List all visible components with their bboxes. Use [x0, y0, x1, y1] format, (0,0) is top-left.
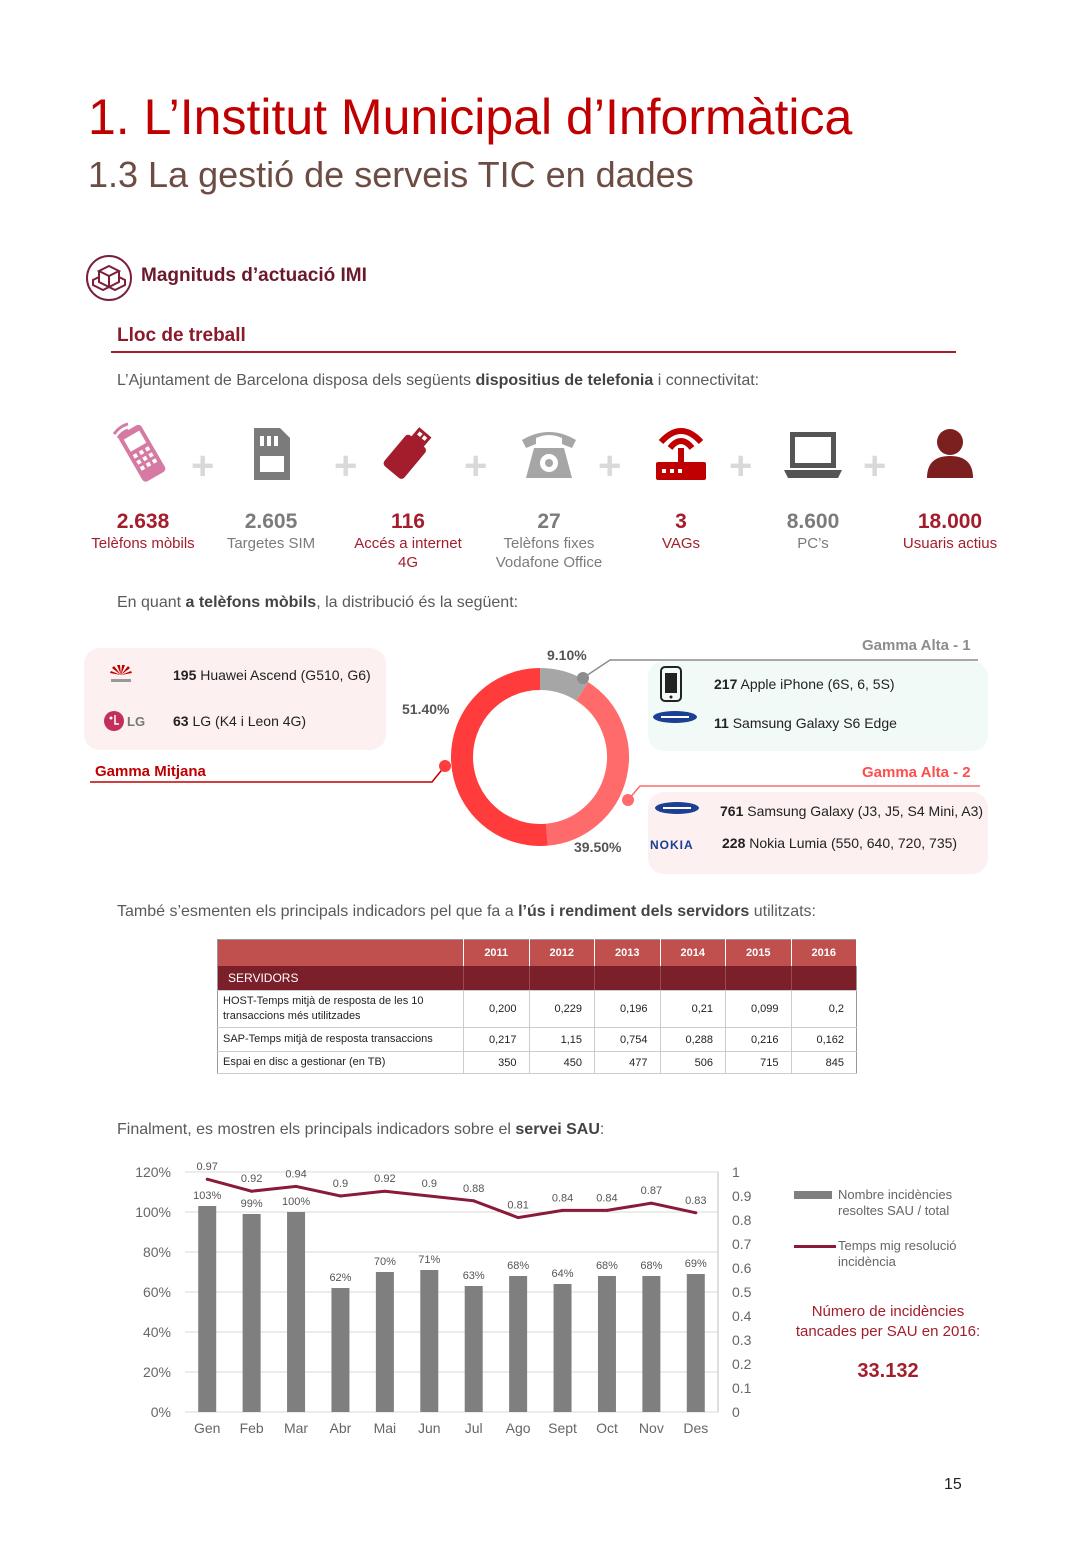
donut-segments — [462, 679, 618, 835]
plus-sign: + — [598, 444, 622, 488]
sau-total-value: 33.132 — [857, 1360, 919, 1382]
page-title: 1. L’Institut Municipal d’Informàtica — [88, 89, 853, 145]
line-label: 0.84 — [596, 1192, 618, 1205]
sau-chart — [110, 1152, 770, 1442]
donut-slice-mitjana — [462, 679, 547, 835]
bar-label: 68% — [595, 1260, 618, 1272]
x-tick: Oct — [596, 1420, 618, 1436]
line-label: 0.92 — [374, 1173, 396, 1186]
donut-slice-alta-2 — [547, 691, 618, 834]
line-label: 0.83 — [685, 1194, 707, 1207]
marker-alta-2 — [622, 794, 634, 806]
legend-line-swatch — [794, 1245, 836, 1248]
y-left-tick: 100% — [135, 1204, 171, 1220]
bar-label: 71% — [418, 1254, 441, 1266]
line-label: 0.97 — [196, 1161, 218, 1174]
bar-label: 68% — [507, 1260, 530, 1272]
nokia-logo: NOKIA — [650, 838, 694, 852]
y-right-tick: 0.1 — [732, 1380, 752, 1396]
year-header: 2013 — [595, 940, 661, 967]
section-title: Magnituds d’actuació IMI — [141, 265, 367, 286]
legend-bar-swatch — [794, 1191, 832, 1199]
pct-alta-2: 39.50% — [574, 839, 622, 855]
gamma-mitjana-label: Gamma Mitjana — [95, 763, 206, 780]
line-point — [694, 1211, 697, 1214]
y-left-tick: 40% — [142, 1324, 171, 1340]
line-point — [250, 1190, 253, 1193]
bar — [331, 1288, 349, 1412]
bar — [598, 1276, 616, 1412]
line-label: 0.88 — [462, 1182, 485, 1195]
lg-item: 63 LG (K4 i Leon 4G) — [173, 713, 307, 729]
x-tick: Abr — [329, 1420, 352, 1436]
y-right-tick: 0.9 — [732, 1188, 752, 1204]
y-left-tick: 20% — [142, 1364, 171, 1380]
page-subtitle: 1.3 La gestió de serveis TIC en dades — [88, 154, 694, 195]
table-row: HOST-Temps mitjà de resposta de les 10 transaccions més utilitzades 0,200 0,229 0,196 0,21 0,099 0,2 — [218, 991, 857, 1028]
line-point — [428, 1195, 431, 1198]
bar-label: 100% — [281, 1196, 311, 1208]
line-point — [472, 1199, 475, 1202]
year-header: 2014 — [660, 940, 726, 967]
marker-mitjana — [439, 760, 451, 772]
bar-label: 69% — [684, 1258, 707, 1270]
line-point — [561, 1209, 564, 1212]
bar — [287, 1212, 305, 1412]
device-pcs: 8.600 PC’s — [748, 420, 878, 553]
y-right-tick: 0.4 — [732, 1308, 752, 1324]
y-right-tick: 0.5 — [732, 1284, 752, 1300]
y-right-tick: 0.7 — [732, 1236, 752, 1252]
row-label: SAP-Temps mitjà de resposta transaccions — [218, 1028, 464, 1052]
line-point — [339, 1195, 342, 1198]
bar — [465, 1286, 483, 1412]
legend-line-label: Temps mig resolució incidència — [838, 1238, 957, 1269]
bar — [376, 1272, 394, 1412]
line-label: 0.92 — [240, 1173, 263, 1186]
y-left-tick: 60% — [142, 1284, 171, 1300]
svg-text:LG: LG — [127, 714, 146, 729]
year-header: 2016 — [791, 940, 857, 967]
x-tick: Ago — [505, 1420, 531, 1436]
plus-sign: + — [863, 444, 887, 488]
line-label: 0.87 — [640, 1185, 663, 1198]
year-header: 2015 — [726, 940, 792, 967]
device-fixed-phones: 27 Telèfons fixes Vodafone Office — [484, 420, 614, 572]
devices-intro: L’Ajuntament de Barcelona disposa dels següents dispositius de telefonia i connectivitat: — [117, 372, 760, 389]
plus-sign: + — [334, 444, 358, 488]
device-mobile-phones: 2.638 Telèfons mòbils — [78, 420, 208, 553]
samsung-s6-item: 11 Samsung Galaxy S6 Edge — [714, 715, 897, 731]
x-tick: Mai — [373, 1420, 397, 1436]
x-tick: Jun — [418, 1420, 441, 1436]
sau-intro: Finalment, es mostren els principals indicadors sobre el servei SAU: — [117, 1121, 605, 1138]
y-right-tick: 1 — [732, 1164, 740, 1180]
line-point — [650, 1202, 653, 1205]
plus-sign: + — [464, 444, 488, 488]
row-label: Espai en disc a gestionar (en TB) — [218, 1052, 464, 1074]
legend-bar-label: Nombre incidències resoltes SAU / total — [838, 1187, 953, 1218]
year-header: 2011 — [464, 940, 530, 967]
x-tick: Sept — [548, 1420, 577, 1436]
bar — [198, 1206, 216, 1412]
line-label: 0.94 — [285, 1168, 307, 1181]
y-left-tick: 0% — [150, 1404, 171, 1420]
table-header-blank — [218, 940, 464, 967]
line-point — [383, 1190, 386, 1193]
plus-sign: + — [191, 444, 215, 488]
bar — [642, 1276, 660, 1412]
gamma-alta-1-label: Gamma Alta - 1 — [862, 637, 971, 654]
table-row: SAP-Temps mitjà de resposta transaccions 0,217 1,15 0,754 0,288 0,216 0,162 — [218, 1028, 857, 1052]
x-tick: Des — [683, 1420, 709, 1436]
y-right-tick: 0.6 — [732, 1260, 752, 1276]
connector-alta-1 — [583, 660, 978, 678]
device-users: 18.000 Usuaris actius — [885, 420, 1015, 553]
plus-sign: + — [729, 444, 753, 488]
x-tick: Feb — [239, 1420, 264, 1436]
bar-label: 68% — [640, 1260, 663, 1272]
device-vags: 3 VAGs — [616, 420, 746, 553]
page-number: 15 — [944, 1476, 962, 1493]
connector-alta-2 — [628, 786, 980, 800]
gamma-alta-2-label: Gamma Alta - 2 — [862, 764, 971, 781]
y-left-tick: 120% — [135, 1164, 171, 1180]
servers-intro: També s’esmenten els principals indicadors pel que fa a l’ús i rendiment dels servidors utilitzats: — [117, 903, 816, 920]
servers-table — [217, 939, 857, 1074]
nokia-item: 228 Nokia Lumia (550, 640, 720, 735) — [722, 835, 958, 851]
line-label: 0.9 — [421, 1178, 437, 1190]
line-point — [517, 1216, 520, 1219]
samsung-galaxy-item: 761 Samsung Galaxy (J3, J5, S4 Mini, A3) — [720, 803, 984, 819]
y-right-tick: 0.2 — [732, 1356, 752, 1372]
bar — [509, 1276, 527, 1412]
x-tick: Mar — [283, 1420, 309, 1436]
line-point — [295, 1185, 298, 1188]
pct-alta-1: 9.10% — [547, 647, 587, 663]
table-row: Espai en disc a gestionar (en TB) 350 450 477 506 715 845 — [218, 1052, 857, 1074]
mobiles-intro: En quant a telèfons mòbils, la distribució és la següent: — [117, 594, 519, 611]
y-right-tick: 0.8 — [732, 1212, 752, 1228]
marker-alta-1 — [577, 672, 589, 684]
line-label: 0.9 — [332, 1178, 349, 1190]
bar-label: 103% — [193, 1190, 222, 1202]
device-internet-4g: 116 Accés a internet 4G — [343, 420, 473, 572]
section-label: SERVIDORS — [218, 966, 464, 991]
y-right-tick: 0.3 — [732, 1332, 752, 1348]
x-tick: Nov — [638, 1420, 664, 1436]
bar-label: 64% — [551, 1268, 574, 1280]
workplace-heading: Lloc de treball — [117, 325, 246, 346]
bar — [243, 1214, 261, 1412]
year-header: 2012 — [529, 940, 595, 967]
sau-total-label: Número de incidències tancades per SAU en 2016: — [795, 1303, 981, 1340]
line-label: 0.84 — [551, 1192, 574, 1205]
connector-mitjana — [90, 766, 445, 782]
bar-label: 70% — [373, 1256, 396, 1268]
line-point — [206, 1178, 209, 1181]
iphone-item: 217 Apple iPhone (6S, 6, 5S) — [714, 676, 895, 692]
bar — [554, 1284, 572, 1412]
x-tick: Gen — [193, 1420, 221, 1436]
bar — [687, 1274, 705, 1412]
huawei-item: 195 Huawei Ascend (G510, G6) — [173, 667, 371, 683]
bar-label: 99% — [240, 1198, 263, 1210]
y-right-tick: 0 — [732, 1404, 740, 1420]
line-label: 0.81 — [507, 1199, 529, 1212]
y-left-tick: 80% — [142, 1244, 171, 1260]
x-tick: Jul — [464, 1420, 483, 1436]
bar-label: 63% — [462, 1270, 485, 1282]
donut-slice-alta-1 — [540, 679, 582, 691]
row-label: HOST-Temps mitjà de resposta de les 10 transaccions més utilitzades — [218, 991, 464, 1028]
bar — [420, 1270, 438, 1412]
line-point — [605, 1209, 608, 1212]
pct-mitjana: 51.40% — [402, 701, 450, 717]
table-section-row — [218, 966, 857, 991]
device-sim-cards: 2.605 Targetes SIM — [206, 420, 336, 553]
bar-label: 62% — [329, 1272, 352, 1284]
table-header-row — [218, 940, 857, 967]
